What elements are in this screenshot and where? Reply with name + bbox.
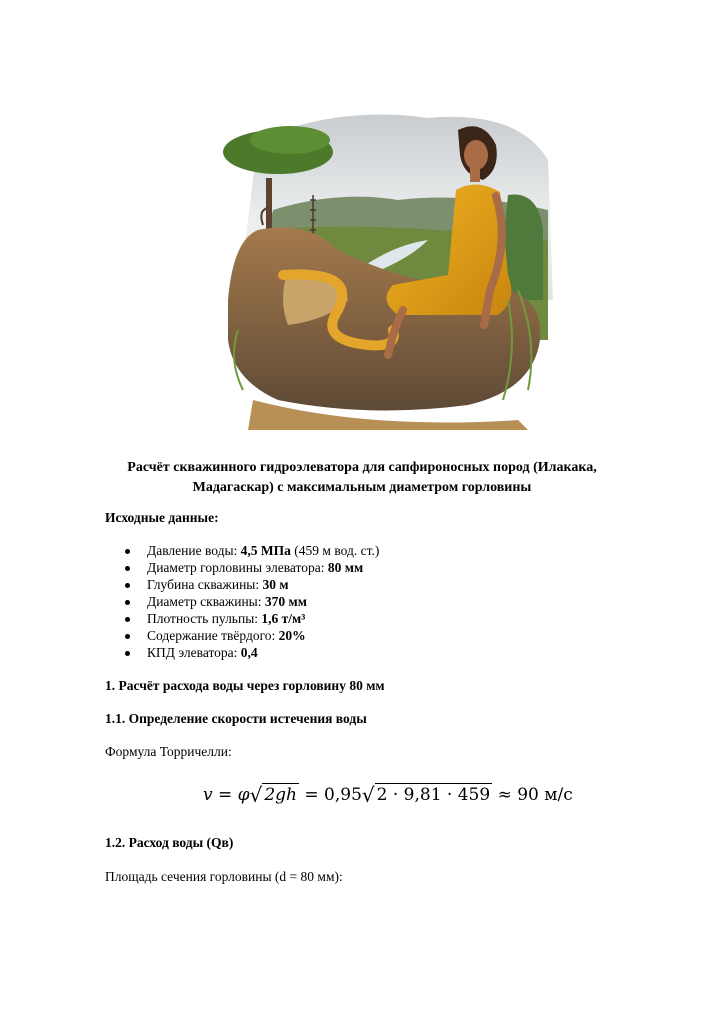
params-list: [105, 542, 379, 661]
param-item: Глубина скважины: 30 м: [105, 576, 379, 593]
param-item: Диаметр скважины: 370 мм: [105, 593, 379, 610]
radicand-2: 2 · 9,81 · 459: [376, 785, 491, 805]
param-item: Давление воды: 4,5 МПа (459 м вод. ст.): [105, 542, 379, 559]
illustration: [218, 100, 558, 440]
section-heading-1-2: 1.2. Расход воды (Qв): [105, 835, 234, 850]
radicand-1: 2gh: [264, 785, 297, 805]
param-item: Диаметр горловины элеватора: 80 мм: [105, 559, 379, 576]
source-data-heading: Исходные данные:: [105, 510, 219, 525]
param-item: Плотность пульпы: 1,6 т/м³: [105, 610, 379, 627]
face: [464, 140, 488, 170]
tree-canopy: [250, 126, 330, 154]
formula-coef: = 0,95: [298, 785, 362, 805]
formula-eq: =: [212, 785, 238, 805]
torricelli-formula: [203, 783, 573, 805]
section-heading-1: 1. Расчёт расхода воды через горловину 80 мм: [105, 678, 385, 693]
formula-phi: φ: [237, 785, 250, 805]
param-item: Содержание твёрдого: 20%: [105, 627, 379, 644]
torricelli-label: Формула Торричелли:: [105, 744, 232, 759]
sqrt-1: √ 2gh: [249, 783, 297, 807]
sqrt-2: √ 2 · 9,81 · 459: [361, 783, 491, 807]
section-heading-1-1: 1.1. Определение скорости истечения воды: [105, 711, 367, 726]
document-title: Расчёт скважинного гидроэлеватора для сапфироносных пород (Илакака, Мадагаскар) с максимальным диаметром горловины: [127, 460, 597, 495]
neck: [470, 168, 480, 182]
formula-result: ≈ 90 м/с: [492, 785, 573, 805]
area-label: Площадь сечения горловины (d = 80 мм):: [105, 869, 343, 884]
formula-v: v: [203, 785, 213, 805]
param-item: КПД элеватора: 0,4: [105, 644, 379, 661]
